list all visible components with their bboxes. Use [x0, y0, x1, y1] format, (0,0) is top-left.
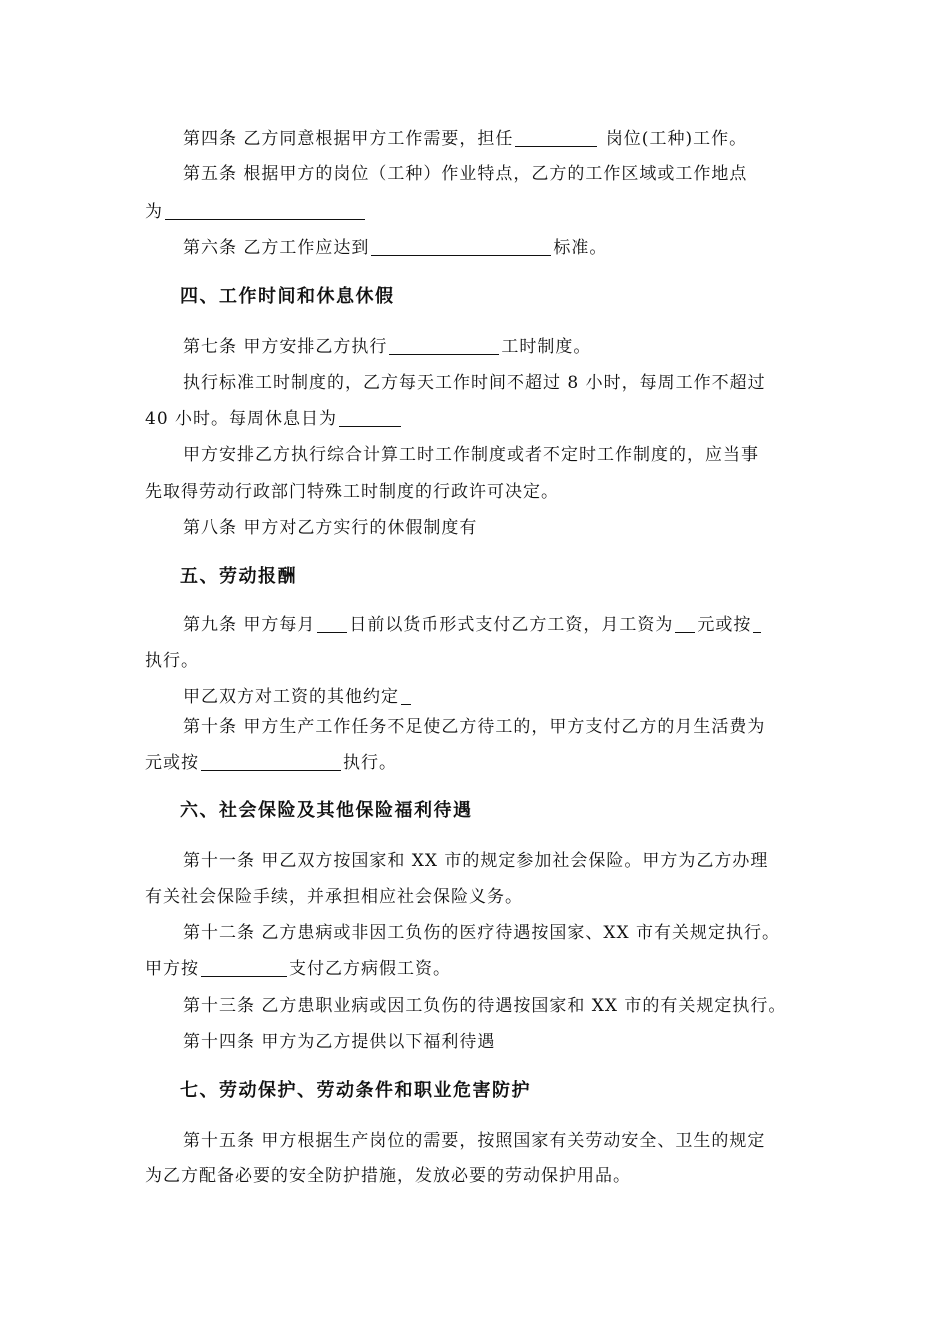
article-9-cont: 执行。: [145, 651, 199, 671]
article-15: 第十五条 甲方根据生产岗位的需要，按照国家有关劳动安全、卫生的规定: [183, 1131, 766, 1151]
article-13: 第十三条 乙方患职业病或因工负伤的待遇按国家和 XX 市的有关规定执行。: [183, 996, 787, 1016]
article-5: 第五条 根据甲方的岗位（工种）作业特点，乙方的工作区域或工作地点: [183, 164, 748, 184]
section-heading-6: 六、社会保险及其他保险福利待遇: [180, 800, 473, 821]
standard-hours-line2: 40 小时。每周休息日为: [145, 408, 403, 430]
salary-amount-blank: [675, 614, 695, 633]
sick-pay-blank: [201, 958, 287, 977]
article-11: 第十一条 甲乙双方按国家和 XX 市的规定参加社会保险。甲方为乙方办理: [183, 851, 769, 871]
work-location-blank: [165, 201, 365, 220]
article-8: 第八条 甲方对乙方实行的休假制度有: [183, 518, 478, 538]
special-hours-line1: 甲方安排乙方执行综合计算工时工作制度或者不定时工作制度的，应当事: [183, 445, 759, 465]
article-9: 第九条 甲方每月 日前以货币形式支付乙方工资，月工资为 元或按: [183, 614, 763, 636]
rest-day-blank: [339, 408, 401, 427]
section-heading-7: 七、劳动保护、劳动条件和职业危害防护: [180, 1080, 531, 1101]
other-wage-blank: [401, 686, 411, 705]
article-15-cont: 为乙方配备必要的安全防护措施，发放必要的劳动保护用品。: [145, 1166, 631, 1186]
other-wage-agreement: 甲乙双方对工资的其他约定: [183, 686, 413, 708]
position-blank: [515, 128, 597, 147]
article-10-cont: 元或按 执行。: [145, 753, 397, 773]
article-10: 第十条 甲方生产工作任务不足使乙方待工的，甲方支付乙方的月生活费为: [183, 717, 766, 737]
article-5-cont: 为: [145, 201, 367, 223]
article-7: 第七条 甲方安排乙方执行 工时制度。: [183, 337, 592, 357]
pay-day-blank: [317, 614, 347, 633]
salary-basis-blank: [753, 614, 761, 633]
article-12-cont: 甲方按 支付乙方病假工资。: [145, 959, 451, 979]
section-heading-4: 四、工作时间和休息休假: [180, 286, 395, 307]
standard-blank: [371, 237, 551, 256]
working-hours-blank: [389, 336, 499, 355]
article-4: 第四条 乙方同意根据甲方工作需要，担任 岗位(工种)工作。: [183, 129, 748, 149]
article-6: 第六条 乙方工作应达到 标准。: [183, 238, 608, 258]
section-heading-5: 五、劳动报酬: [180, 566, 297, 587]
living-cost-blank: [201, 752, 341, 771]
article-12: 第十二条 乙方患病或非因工负伤的医疗待遇按国家、XX 市有关规定执行。: [183, 923, 781, 943]
standard-hours-line1: 执行标准工时制度的，乙方每天工作时间不超过 8 小时，每周工作不超过: [183, 373, 766, 393]
special-hours-line2: 先取得劳动行政部门特殊工时制度的行政许可决定。: [145, 482, 559, 502]
article-11-cont: 有关社会保险手续，并承担相应社会保险义务。: [145, 887, 523, 907]
article-14: 第十四条 甲方为乙方提供以下福利待遇: [183, 1032, 496, 1052]
